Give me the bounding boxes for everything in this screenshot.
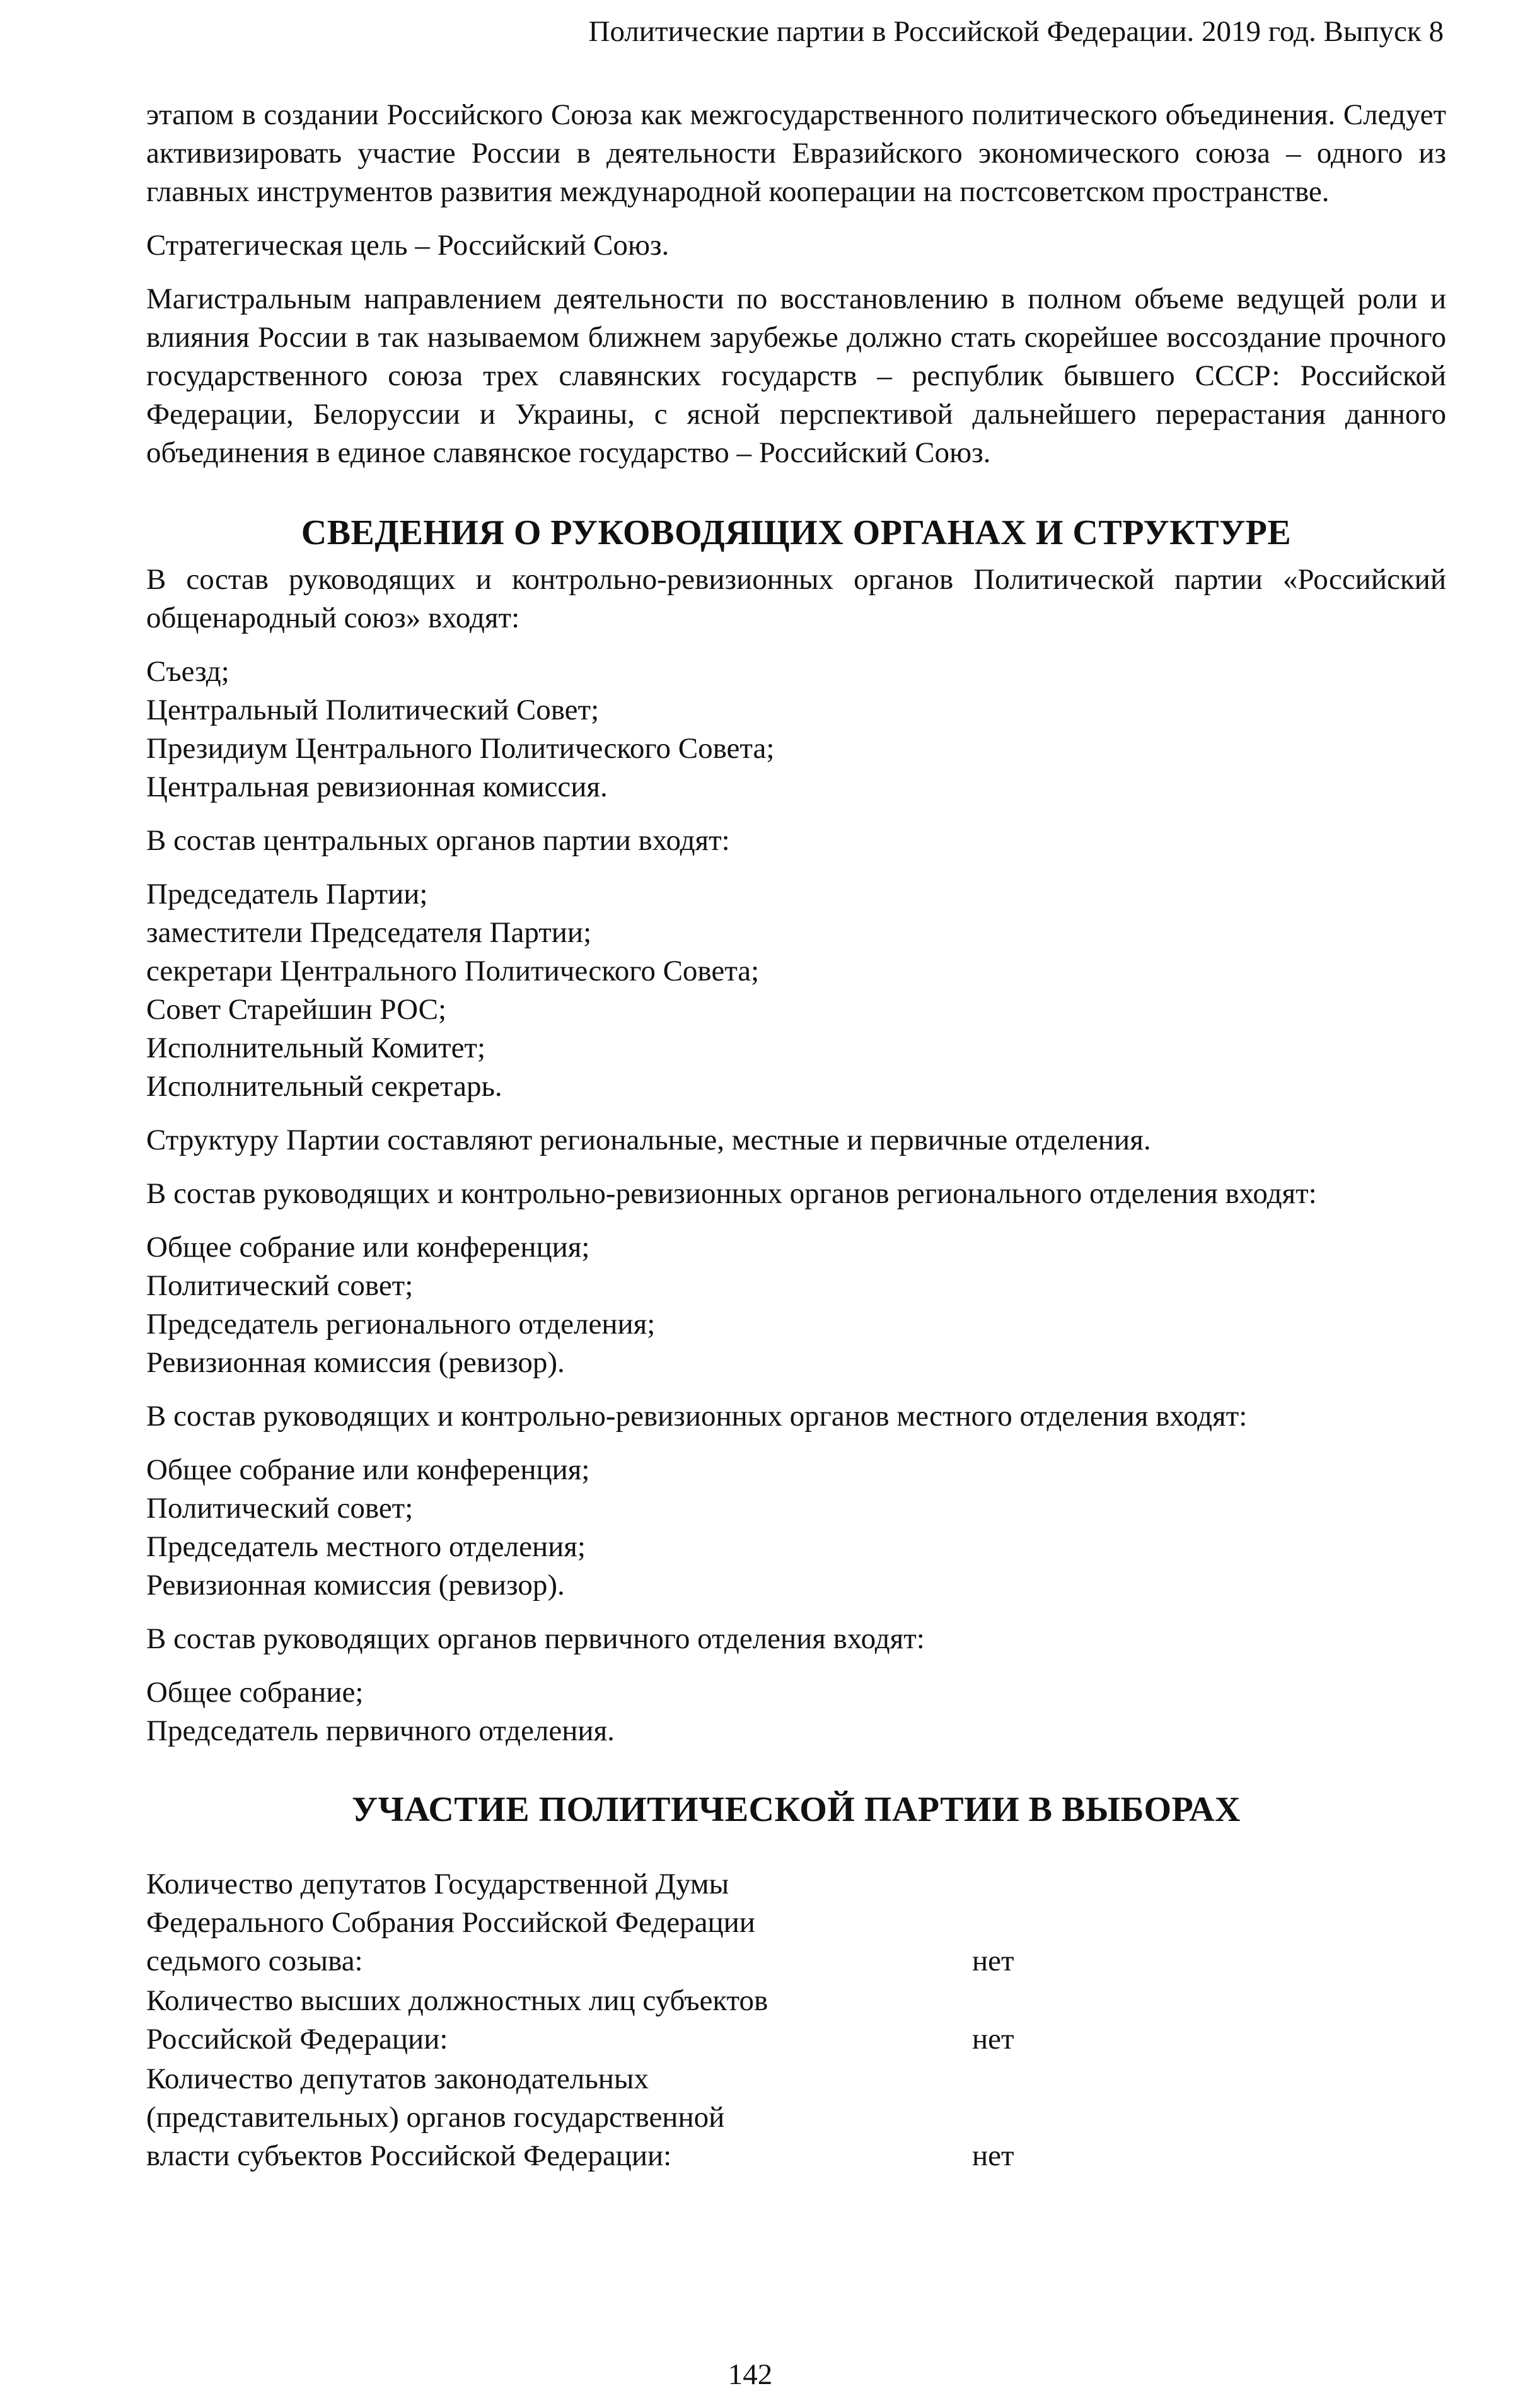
stat-label-line: седьмого созыва: xyxy=(146,1945,363,1977)
central-intro-paragraph: В состав центральных органов партии входят: xyxy=(146,824,730,857)
list-item: заместители Председателя Партии; xyxy=(146,916,592,949)
stat-label-line: Российской Федерации: xyxy=(146,2023,448,2056)
list-item: Исполнительный Комитет; xyxy=(146,1032,486,1064)
stat-row-regional-deputies xyxy=(146,2060,1446,2175)
list-item: секретари Центрального Политического Совета; xyxy=(146,955,760,987)
list-item: Центральная ревизионная комиссия. xyxy=(146,771,608,803)
governing-intro-paragraph: В состав руководящих и контрольно-ревизионных органов Политической партии «Российский общенародный союз» входят: xyxy=(146,563,1446,634)
stat-value: нет xyxy=(972,1945,1014,1977)
party-structure-paragraph: Структуру Партии составляют региональные, местные и первичные отделения. xyxy=(146,1124,1151,1156)
regional-intro-paragraph: В состав руководящих и контрольно-ревизионных органов регионального отделения входят: xyxy=(146,1177,1317,1210)
stat-row-state-duma xyxy=(146,1865,1446,1980)
list-item: Ревизионная комиссия (ревизор). xyxy=(146,1346,565,1379)
elections-stats xyxy=(146,1865,1446,2175)
list-item: Председатель Партии; xyxy=(146,878,428,910)
list-item: Председатель местного отделения; xyxy=(146,1530,586,1563)
stat-label xyxy=(146,2060,972,2175)
primary-intro-paragraph: В состав руководящих органов первичного отделения входят: xyxy=(146,1622,925,1655)
list-item: Председатель регионального отделения; xyxy=(146,1308,656,1341)
central-bodies-list xyxy=(146,875,1446,1106)
stat-label-line: (представительных) органов государственной xyxy=(146,2101,725,2134)
list-item: Общее собрание; xyxy=(146,1676,364,1709)
list-item: Ревизионная комиссия (ревизор). xyxy=(146,1569,565,1602)
strategic-goal-paragraph: Стратегическая цель – Российский Союз. xyxy=(146,229,670,262)
list-item: Исполнительный секретарь. xyxy=(146,1070,502,1103)
regional-bodies-list xyxy=(146,1228,1446,1382)
stat-label-line: Количество высших должностных лиц субъектов xyxy=(146,1984,768,2017)
stat-label xyxy=(146,1865,972,1980)
local-intro-paragraph: В состав руководящих и контрольно-ревизионных органов местного отделения входят: xyxy=(146,1400,1248,1433)
list-item: Политический совет; xyxy=(146,1269,414,1302)
stat-label-line: Количество депутатов законодательных xyxy=(146,2062,649,2095)
list-item: Совет Старейшин РОС; xyxy=(146,993,447,1026)
stat-label xyxy=(146,1982,972,2059)
list-item: Съезд; xyxy=(146,655,229,688)
stat-label-line: власти субъектов Российской Федерации: xyxy=(146,2139,672,2172)
list-item: Президиум Центрального Политического Совета; xyxy=(146,732,775,765)
stat-row-governors xyxy=(146,1982,1446,2059)
page-number: 142 xyxy=(728,2358,773,2391)
elections-section-heading: УЧАСТИЕ ПОЛИТИЧЕСКОЙ ПАРТИИ В ВЫБОРАХ xyxy=(352,1790,1241,1829)
list-item: Политический совет; xyxy=(146,1492,414,1525)
local-bodies-list xyxy=(146,1451,1446,1605)
structure-section-heading: СВЕДЕНИЯ О РУКОВОДЯЩИХ ОРГАНАХ И СТРУКТУРЕ xyxy=(301,513,1292,552)
intro-continued-paragraph: этапом в создании Российского Союза как межгосударственного политического объединения. Следует активизировать участие России в деятельности Евразийского экономического союза – одного из главных инструментов развития международной кооперации на постсоветском пространстве. xyxy=(146,98,1446,208)
stat-value: нет xyxy=(972,2023,1014,2056)
stat-label-line: Количество депутатов Государственной Думы xyxy=(146,1868,729,1900)
main-direction-paragraph: Магистральным направлением деятельности по восстановлению в полном объеме ведущей роли и влияния России в так называемом ближнем зарубежье должно стать скорейшее воссоздание прочного государственного союза трех славянских государств – республик бывшего СССР: Российской Федерации, Белоруссии и Украины, с ясной перспективой дальнейшего перерастания данного объединения в единое славянское государство – Российский Союз. xyxy=(146,282,1446,469)
list-item: Общее собрание или конференция; xyxy=(146,1231,590,1264)
governing-bodies-list xyxy=(146,653,1446,806)
list-item: Центральный Политический Совет; xyxy=(146,694,600,726)
page-content xyxy=(146,96,1446,2177)
running-header: Политические партии в Российской Федерации. 2019 год. Выпуск 8 xyxy=(588,15,1444,48)
stat-value: нет xyxy=(972,2139,1014,2172)
primary-bodies-list xyxy=(146,1673,1446,1750)
list-item: Общее собрание или конференция; xyxy=(146,1453,590,1486)
list-item: Председатель первичного отделения. xyxy=(146,1714,615,1747)
stat-label-line: Федерального Собрания Российской Федерации xyxy=(146,1906,755,1939)
